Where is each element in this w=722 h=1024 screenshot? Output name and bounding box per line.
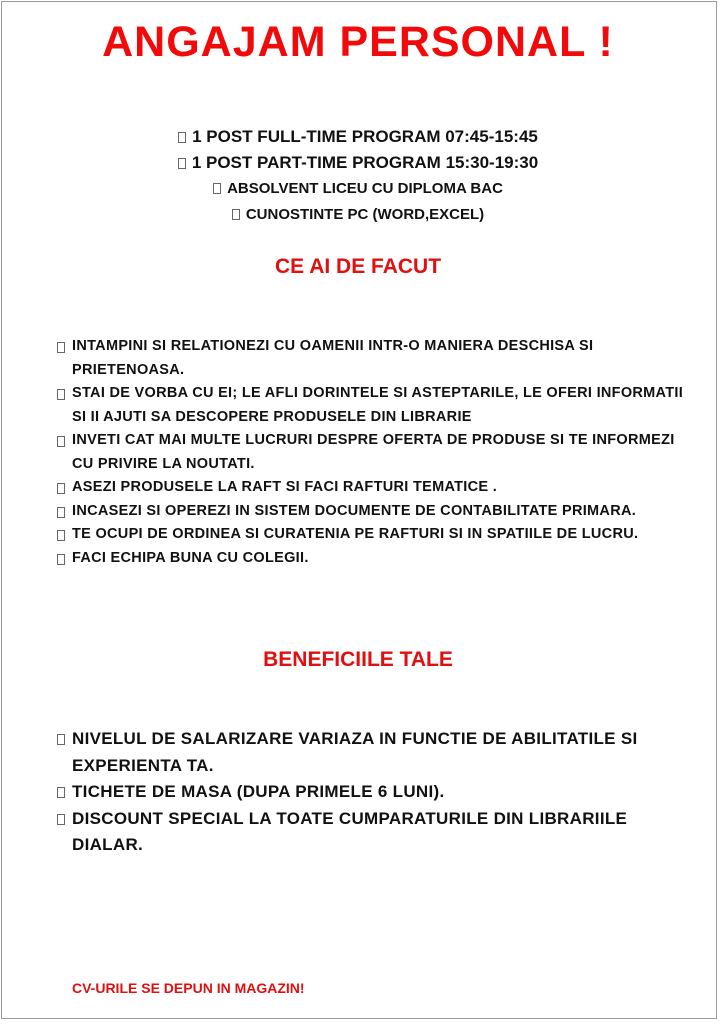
duty-item [55,429,695,476]
duties-list [55,335,695,570]
checkbox-bullet-icon [232,209,240,220]
requirement-text: 1 POST PART-TIME PROGRAM 15:30-19:30 [191,153,539,172]
checkbox-bullet-icon [213,183,221,194]
duty-text: INTAMPINI SI RELATIONEZI CU OAMENII INTR-O MANIERA DESCHISA SI PRIETENOASA. [72,338,594,378]
duty-text: TE OCUPI DE ORDINEA SI CURATENIA PE RAFTURI SI IN SPATIILE DE LUCRU. [72,526,639,542]
benefit-text: NIVELUL DE SALARIZARE VARIAZA IN FUNCTIE DE ABILITATILE SI EXPERIENTA TA. [72,729,638,775]
requirements-list [0,124,716,228]
duty-item [55,476,695,500]
benefit-item [55,726,695,779]
benefit-item [55,779,695,806]
checkbox-bullet-icon [57,436,65,447]
requirement-item [0,176,716,202]
checkbox-bullet-icon [57,814,65,825]
requirement-item [0,202,716,228]
duty-item [55,547,695,571]
duty-text: INCASEZI SI OPEREZI IN SISTEM DOCUMENTE DE CONTABILITATE PRIMARA. [72,502,637,519]
benefits-list [55,726,695,859]
duty-text: INVETI CAT MAI MULTE LUCRURI DESPRE OFERTA DE PRODUSE SI TE INFORMEZI CU PRIVIRE LA NOUTATI. [72,432,675,472]
requirement-text: 1 POST FULL-TIME PROGRAM 07:45-15:45 [192,127,538,146]
benefit-item [55,806,695,859]
requirement-item [0,124,716,150]
checkbox-bullet-icon [57,554,65,565]
requirement-item [0,150,716,176]
footer-note: CV-URILE SE DEPUN IN MAGAZIN! [72,980,305,996]
checkbox-bullet-icon [57,507,65,518]
checkbox-bullet-icon [57,389,65,400]
benefit-text: DISCOUNT SPECIAL LA TOATE CUMPARATURILE DIN LIBRARIILE DIALAR. [72,808,628,854]
benefit-text: TICHETE DE MASA (DUPA PRIMELE 6 LUNI). [72,782,445,801]
checkbox-bullet-icon [57,530,65,541]
checkbox-bullet-icon [57,342,65,353]
duty-item [55,523,695,547]
duty-item [55,500,695,524]
checkbox-bullet-icon [57,483,65,494]
duty-text: FACI ECHIPA BUNA CU COLEGII. [72,549,309,566]
benefits-heading: BENEFICIILE TALE [263,648,453,671]
duties-heading: CE AI DE FACUT [274,255,442,278]
page-title: ANGAJAM PERSONAL ! [102,18,614,66]
checkbox-bullet-icon [178,132,186,143]
duty-item [55,382,695,429]
duty-text: ASEZI PRODUSELE LA RAFT SI FACI RAFTURI TEMATICE . [72,479,498,495]
checkbox-bullet-icon [178,158,186,169]
duty-item [55,335,695,382]
requirement-text: CUNOSTINTE PC (WORD,EXCEL) [245,206,485,223]
duty-text: STAI DE VORBA CU EI; LE AFLI DORINTELE SI ASTEPTARILE, LE OFERI INFORMATII SI II AJUTI SA DESCOPERE PRODUSELE DIN LIBRARIE [72,385,684,425]
checkbox-bullet-icon [57,787,65,798]
checkbox-bullet-icon [57,734,65,745]
requirement-text: ABSOLVENT LICEU CU DIPLOMA BAC [227,180,503,197]
